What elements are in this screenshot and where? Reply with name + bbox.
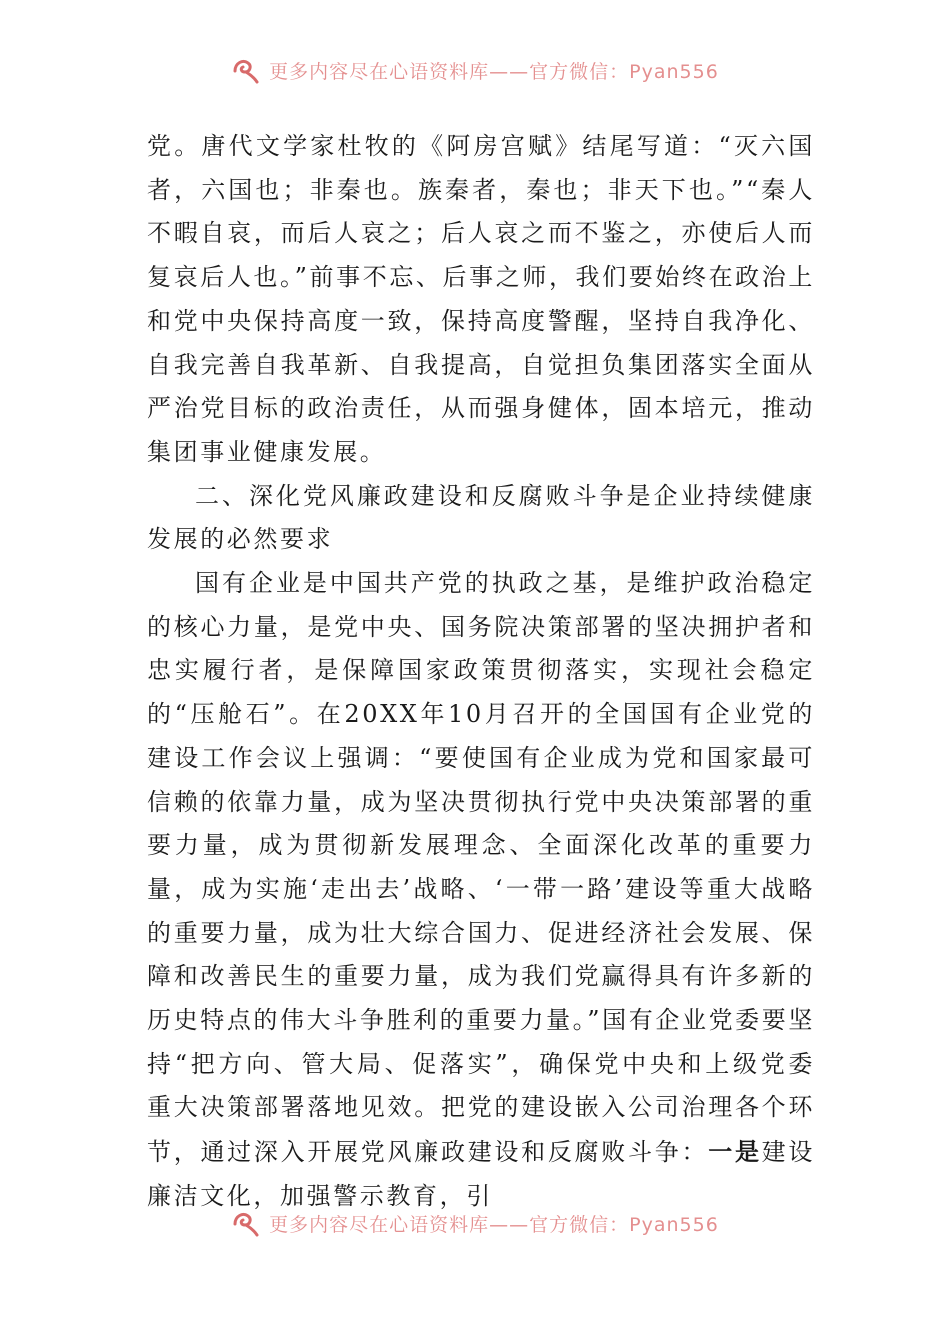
brand-logo-icon — [231, 55, 261, 85]
brand-logo-icon — [231, 1208, 261, 1238]
paragraph-soe-role — [147, 562, 815, 1219]
header-watermark-text: 更多内容尽在心语资料库——官方微信：Pyan556 — [269, 60, 719, 83]
emphasis-first-point: 一是 — [708, 1137, 762, 1167]
paragraph-continuation: 党。唐代文学家杜牧的《阿房宫赋》结尾写道：“灭六国者，六国也；非秦也。族秦者，秦也；非天下也。”“秦人不暇自哀，而后人哀之；后人哀之而不鉴之，亦使后人而复哀后人也。”前事不忘、后事之师，我们要始终在政治上和党中央保持高度一致，保持高度警醒，坚持自我净化、自我完善自我革新、自我提高，自觉担负集团落实全面从严治党目标的政治责任，从而强身健体，固本培元，推动集团事业健康发展。 — [147, 132, 815, 466]
header-watermark-banner — [0, 50, 950, 90]
footer-watermark-text: 更多内容尽在心语资料库——官方微信：Pyan556 — [269, 1213, 719, 1236]
section-heading-2: 二、深化党风廉政建设和反腐败斗争是企业持续健康发展的必然要求 — [147, 481, 815, 554]
paragraph-soe-role-text: 国有企业是中国共产党的执政之基，是维护政治稳定的核心力量，是党中央、国务院决策部署的坚决拥护者和忠实履行者，是保障国家政策贯彻落实，实现社会稳定的“压舱石”。在20XX年10月召开的全国国有企业党的建设工作会议上强调：“要使国有企业成为党和国家最可信赖的依靠力量，成为坚决贯彻执行党中央决策部署的重要力量，成为贯彻新发展理念、全面深化改革的重要力量，成为实施‘走出去’战略、‘一带一路’建设等重大战略的重要力量，成为壮大综合国力、促进经济社会发展、保障和改善民生的重要力量，成为我们党赢得具有许多新的历史特点的伟大斗争胜利的重要力量。”国有企业党委要坚持“把方向、管大局、促落实”，确保党中央和上级党委重大决策部署落地见效。把党的建设嵌入公司治理各个环节，通过深入开展党风廉政建设和反腐败斗争： — [147, 569, 815, 1167]
document-body — [147, 125, 815, 1219]
paragraph-soe-role-tail: 建设廉洁文化，加强警示教育，引 — [147, 1138, 815, 1210]
footer-watermark-banner — [0, 1203, 950, 1243]
